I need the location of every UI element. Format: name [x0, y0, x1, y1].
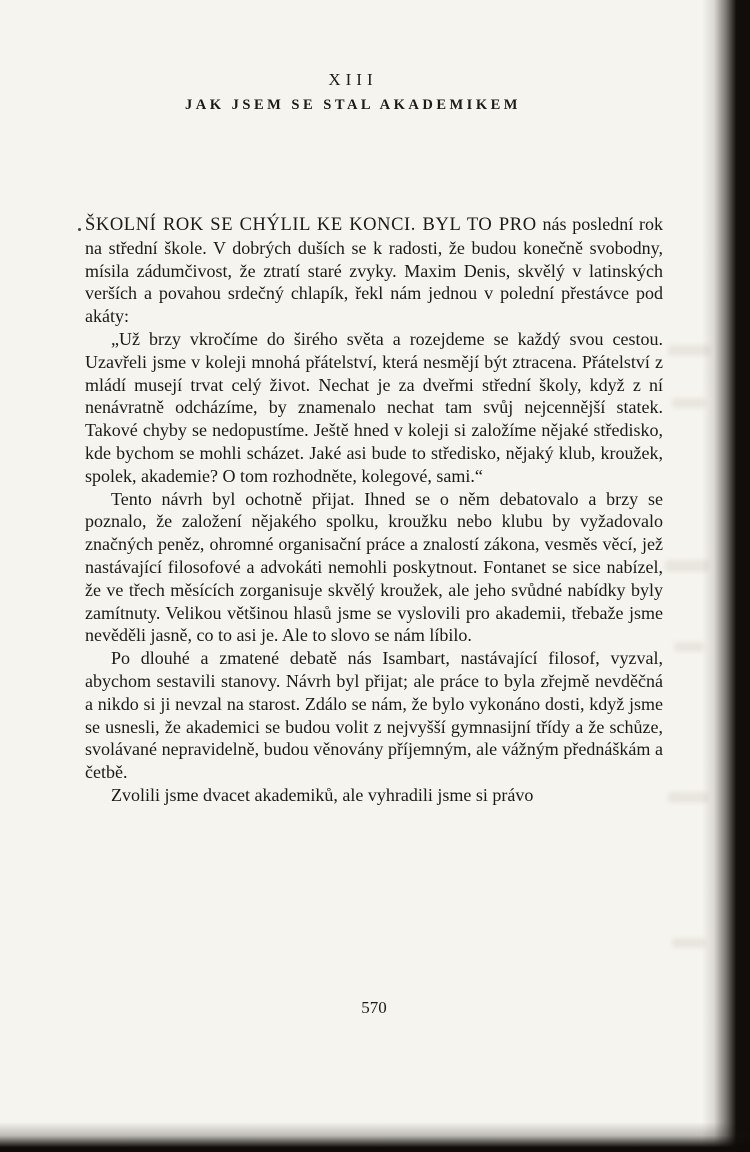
paragraph-4: Po dlouhé a zmatené debatě nás Isambart, nastávající filosof, vyzval, abychom sestavili stanovy. Návrh byl přijat; ale práce to byla zřejmě nevděčná a nikdo si ji nevzal na starost. Zdálo se nám, že bylo vykonáno dosti, když jsme se usnesli, že akademici se budou volit z nejvyšší gymnasijní třídy a že schůze, svolávané nepravidelně, budou věnovány příjemným, ale vážným přednáškám a četbě. — [85, 648, 663, 783]
paragraph-5: Zvolili jsme dvacet akademiků, ale vyhradili jsme si právo — [111, 784, 534, 805]
bleed-through-smudge — [668, 792, 708, 803]
bleed-through-smudge — [665, 560, 709, 572]
scan-edge-shadow-right — [702, 0, 750, 1152]
paragraph-1-text: nás poslední rok na střední škole. V dobrých duších se k radosti, že budou konečně svobodny, mísila zádumčivost, že ztratí staré zvyky. Maxim Denis, skvělý v latinských verších a povahou srdečný chlapík, řekl nám jednou v polední přestávce pod akáty: — [85, 214, 664, 327]
bleed-through-smudge — [672, 938, 706, 948]
bleed-through-smudge — [668, 345, 710, 356]
chapter-number: XIII — [328, 70, 378, 89]
scan-edge-shadow-bottom — [0, 1122, 750, 1152]
page-number: 570 — [361, 998, 387, 1017]
opening-caps: ŠKOLNÍ ROK SE CHÝLIL KE KONCI. BYL TO PRO — [85, 215, 537, 235]
body-text — [85, 213, 663, 807]
paragraph-1 — [85, 213, 663, 328]
chapter-title: JAK JSEM SE STAL AKADEMIKEM — [185, 97, 521, 113]
bleed-through-smudge — [674, 642, 704, 652]
scan-speck — [78, 228, 81, 231]
bleed-through-smudge — [672, 398, 706, 408]
paragraph-3: Tento návrh byl ochotně přijat. Ihned se o něm debatovalo a brzy se poznalo, že založení nějakého spolku, kroužku nebo klubu by vyžadovalo značných peněz, ohromné organisační práce a znalostí zákona, vesměs věcí, jež nastávající filosofové a advokáti nemohli poskytnout. Fontanet se sice nabízel, že ve třech měsících zorganisuje skvělý kroužek, ale jeho svůdné nabídky byly zamítnuty. Velikou většinou hlasů jsme se vyslovili pro akademii, třebaže jsme nevěděli jasně, co to asi je. Ale to slovo se nám líbilo. — [85, 488, 663, 646]
paragraph-2: „Už brzy vkročíme do širého světa a rozejdeme se každý svou cestou. Uzavřeli jsme v koleji mnohá přátelství, která nesmějí být ztracena. Přátelství z mládí musejí trvat celý život. Nechat je za dveřmi střední školy, když z ní nenávratně odcházíme, by znamenalo nechat tam svůj nejcennější statek. Takové chyby se nedopustíme. Ještě hned v koleji si založíme nějaké středisko, kde bychom se mohli scházet. Jaké asi bude to středisko, nějaký klub, kroužek, spolek, akademie? O tom rozhodněte, kolegové, sami.“ — [85, 328, 663, 486]
